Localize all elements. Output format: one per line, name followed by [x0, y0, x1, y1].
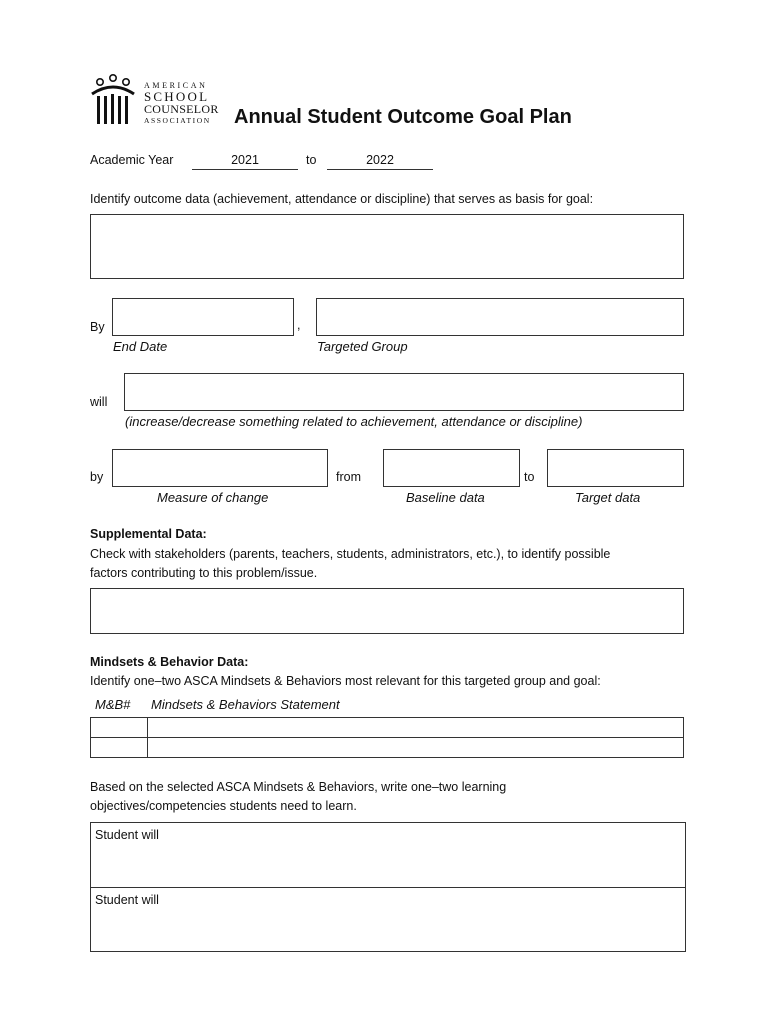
logo-line-school: SCHOOL — [144, 89, 210, 104]
targeted-group-caption: Targeted Group — [317, 339, 408, 354]
asca-logo — [90, 74, 230, 130]
academic-year-to-label: to — [306, 153, 317, 167]
academic-year-start-field[interactable]: 2021 — [192, 153, 298, 170]
mindsets-prompt: Identify one–two ASCA Mindsets & Behaviors most relevant for this targeted group and goal: — [90, 674, 601, 688]
student-will-box-1[interactable] — [90, 822, 686, 888]
asca-logo-icon — [90, 74, 136, 128]
baseline-data-caption: Baseline data — [406, 490, 485, 505]
end-date-caption: End Date — [113, 339, 168, 354]
from-label: from — [336, 470, 361, 484]
student-will-box-2[interactable] — [90, 887, 686, 952]
by-measure-label: by — [90, 470, 104, 484]
student-will-label-1: Student will — [95, 828, 159, 842]
student-will-label-2: Student will — [95, 893, 159, 907]
logo-line-american: AMERICAN — [144, 81, 208, 90]
by-label: By — [90, 320, 105, 334]
mb-number-column-header: M&B# — [95, 697, 131, 712]
will-caption: (increase/decrease something related to achievement, attendance or discipline) — [125, 414, 583, 429]
mb-number-cell-2[interactable] — [91, 738, 148, 758]
comma-separator: , — [297, 318, 301, 332]
will-label: will — [90, 395, 108, 409]
table-row — [91, 738, 684, 758]
outcome-data-prompt: Identify outcome data (achievement, attendance or discipline) that serves as basis for goal: — [90, 192, 594, 206]
mb-number-cell-1[interactable] — [91, 718, 148, 738]
target-data-caption: Target data — [575, 490, 641, 505]
supplemental-line-1: Check with stakeholders (parents, teachers, students, administrators, etc.), to identify possible — [90, 547, 611, 561]
mindsets-heading: Mindsets & Behavior Data: — [90, 655, 249, 669]
target-data-field[interactable] — [547, 449, 684, 487]
objectives-line-2: objectives/competencies students need to learn. — [90, 799, 357, 813]
page-title: Annual Student Outcome Goal Plan — [234, 106, 572, 128]
supplemental-line-2: factors contributing to this problem/issue. — [90, 566, 318, 580]
logo-line-association: ASSOCIATION — [144, 116, 211, 125]
logo-line-counselor: COUNSELOR — [144, 102, 219, 116]
end-date-field[interactable] — [112, 298, 294, 336]
mb-statement-cell-2[interactable] — [148, 738, 684, 758]
academic-year-label: Academic Year — [90, 153, 174, 167]
measure-of-change-caption: Measure of change — [157, 490, 269, 505]
to-label: to — [524, 470, 535, 484]
baseline-data-field[interactable] — [383, 449, 520, 487]
mb-statement-column-header: Mindsets & Behaviors Statement — [151, 697, 340, 712]
targeted-group-field[interactable] — [316, 298, 684, 336]
outcome-data-box[interactable] — [90, 214, 684, 279]
objectives-line-1: Based on the selected ASCA Mindsets & Behaviors, write one–two learning — [90, 780, 507, 794]
academic-year-end-field[interactable]: 2022 — [327, 153, 433, 170]
supplemental-data-box[interactable] — [90, 588, 684, 634]
mb-statement-cell-1[interactable] — [148, 718, 684, 738]
measure-of-change-field[interactable] — [112, 449, 328, 487]
supplemental-heading: Supplemental Data: — [90, 527, 207, 541]
table-row — [91, 718, 684, 738]
mindsets-table — [90, 717, 684, 758]
will-field[interactable] — [124, 373, 684, 411]
